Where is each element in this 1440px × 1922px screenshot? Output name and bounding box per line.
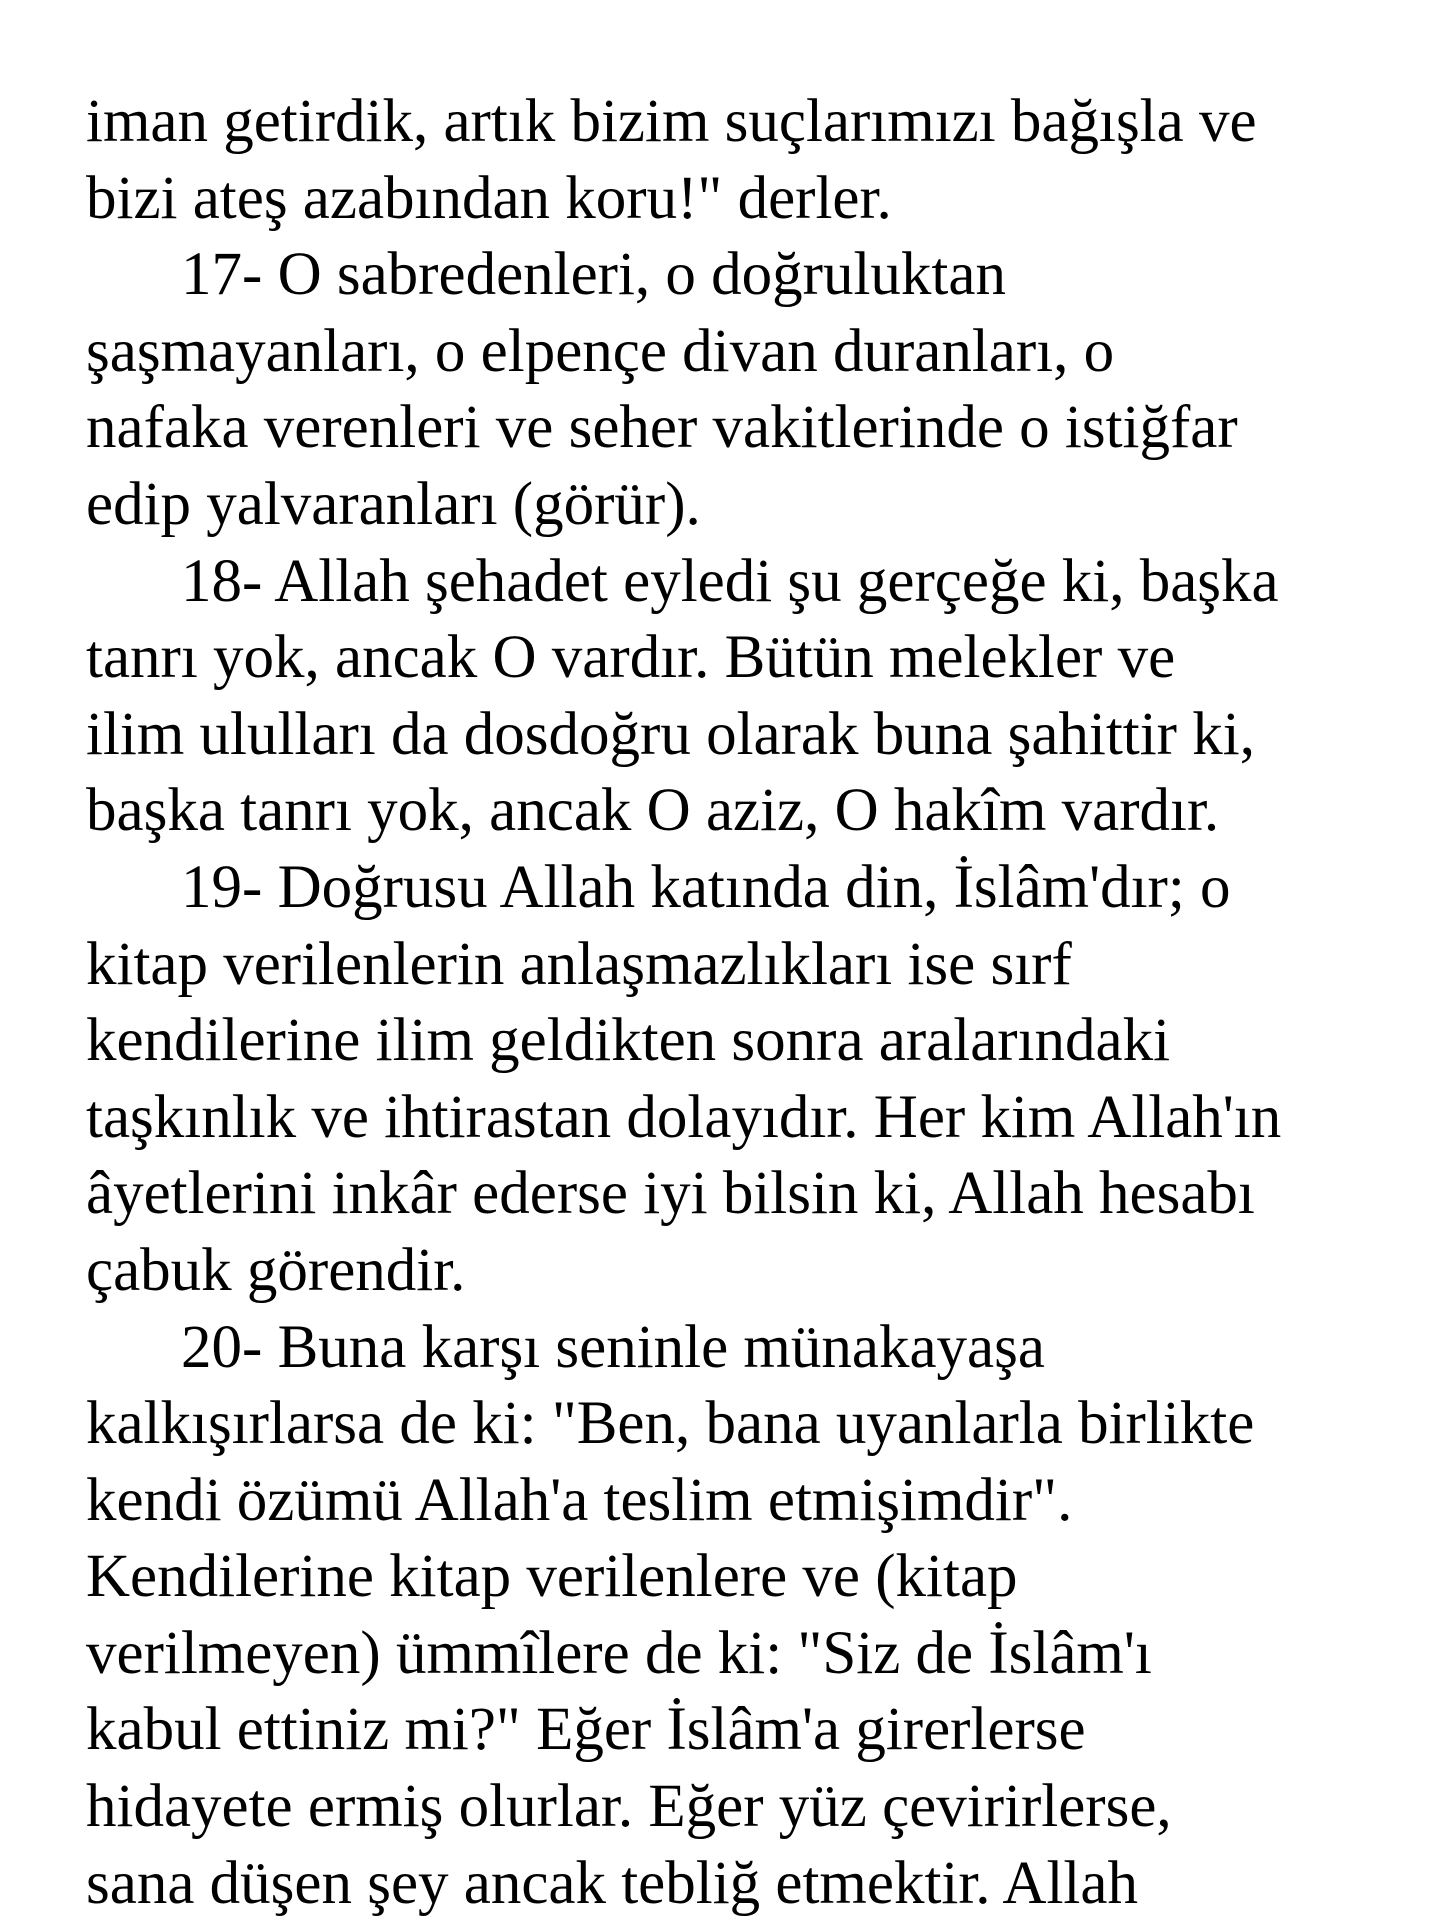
text-line: kabul ettiniz mi?" Eğer İslâm'a girerlerse	[86, 1696, 1086, 1764]
text-line: kitap verilenlerin anlaşmazlıkları ise sırf	[86, 930, 1072, 998]
document-body	[86, 84, 1406, 1922]
text-line: verilmeyen) ümmîlere de ki: "Siz de İslâm'ı	[86, 1619, 1152, 1687]
text-line: tanrı yok, ancak O vardır. Bütün melekler ve	[86, 624, 1176, 692]
text-line: sana düşen şey ancak tebliğ etmektir. Allah	[86, 1849, 1138, 1917]
text-line: kendi özümü Allah'a teslim etmişimdir".	[86, 1466, 1073, 1534]
text-line: başka tanrı yok, ancak O aziz, O hakîm vardır.	[86, 777, 1220, 845]
verse-17-first-line: 17- O sabredenleri, o doğruluktan	[181, 241, 1006, 309]
text-line: kendilerine ilim geldikten sonra aralarındaki	[86, 1007, 1171, 1075]
text-line: bizi ateş azabından koru!" derler.	[86, 164, 892, 232]
text-line: hidayete ermiş olurlar. Eğer yüz çevirirlerse,	[86, 1773, 1172, 1841]
text-line: taşkınlık ve ihtirastan dolayıdır. Her kim Allah'ın	[86, 1083, 1282, 1151]
text-line: ilim ululları da dosdoğru olarak buna şahittir ki,	[86, 700, 1255, 768]
text-line: edip yalvaranları (görür).	[86, 470, 701, 538]
verse-20-first-line: 20- Buna karşı seninle münakayaşa	[181, 1313, 1045, 1381]
text-line: kalkışırlarsa de ki: "Ben, bana uyanlarla birlikte	[86, 1390, 1255, 1458]
text-line: âyetlerini inkâr ederse iyi bilsin ki, Allah hesabı	[86, 1160, 1255, 1228]
text-line: nafaka verenleri ve seher vakitlerinde o istiğfar	[86, 394, 1238, 462]
verse-18-first-line: 18- Allah şehadet eyledi şu gerçeğe ki, başka	[181, 547, 1279, 615]
text-line: iman getirdik, artık bizim suçlarımızı bağışla ve	[86, 88, 1257, 155]
text-line: çabuk görendir.	[86, 1236, 466, 1304]
text-line: şaşmayanları, o elpençe divan duranları, o	[86, 317, 1115, 385]
verse-19-first-line: 19- Doğrusu Allah katında din, İslâm'dır; o	[181, 853, 1231, 921]
text-line: Kendilerine kitap verilenlere ve (kitap	[86, 1543, 1018, 1611]
